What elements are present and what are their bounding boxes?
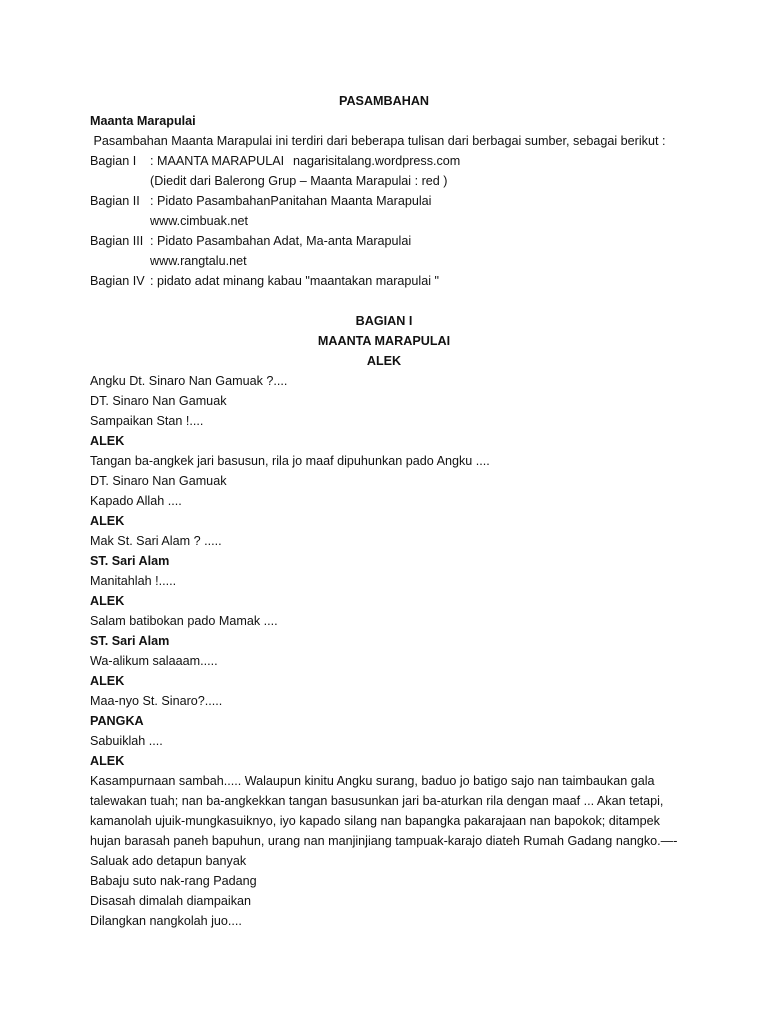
toc-text: : MAANTA MARAPULAI (150, 154, 285, 168)
toc-text: : Pidato PasambahanPanitahan Maanta Marapulai (150, 194, 432, 208)
section-heading: MAANTA MARAPULAI (317, 334, 451, 348)
speaker-name: ALEK (90, 514, 125, 528)
speaker-name: ST. Sari Alam (90, 634, 170, 648)
dialogue-line: Disasah dimalah diampaikan (90, 894, 252, 908)
speaker-name: ST. Sari Alam (90, 554, 170, 568)
toc-entry (90, 153, 461, 169)
toc-source: nagarisitalang.wordpress.com (293, 154, 461, 168)
toc-label: Bagian I (90, 154, 137, 168)
toc-text: : pidato adat minang kabau "maantakan marapulai " (150, 274, 439, 288)
dialogue-line: Maa-nyo St. Sinaro?..... (90, 694, 223, 708)
toc-label: Bagian II (90, 194, 140, 208)
intro-paragraph: Pasambahan Maanta Marapulai ini terdiri dari beberapa tulisan dari berbagai sumber, sebagai berikut : (90, 134, 666, 148)
dialogue-line: Sabuiklah .... (90, 734, 163, 748)
toc-entry (90, 193, 432, 209)
toc-text: (Diedit dari Balerong Grup – Maanta Marapulai : red ) (150, 174, 448, 188)
dialogue-line: Sampaikan Stan !.... (90, 414, 204, 428)
dialogue-line: Tangan ba-angkek jari basusun, rila jo maaf dipuhunkan pado Angku .... (90, 454, 490, 468)
dialogue-line: kamanolah ujuik-mungkasuiknyo, iyo kapado silang nan bapangka pakarajaan nan bapokok; ditampek (90, 814, 660, 828)
speaker-name: ALEK (90, 594, 125, 608)
speaker-name: PANGKA (90, 714, 144, 728)
section-heading: BAGIAN I (355, 314, 413, 328)
dialogue-line: Kasampurnaan sambah..... Walaupun kinitu Angku surang, baduo jo batigo sajo nan taimbaukan gala (90, 774, 655, 788)
speaker-name: ALEK (90, 434, 125, 448)
dialogue-line: Babaju suto nak-rang Padang (90, 874, 257, 888)
dialogue-line: hujan barasah paneh bapuhun, urang nan manjinjiang tampuak-karajo diateh Rumah Gadang nangko.—- (90, 834, 678, 848)
dialogue-line: Kapado Allah .... (90, 494, 182, 508)
dialogue-line: DT. Sinaro Nan Gamuak (90, 474, 227, 488)
toc-entry (90, 273, 439, 289)
dialogue-line: Angku Dt. Sinaro Nan Gamuak ?.... (90, 374, 288, 388)
dialogue-line: Manitahlah !..... (90, 574, 177, 588)
section-heading: ALEK (366, 354, 402, 368)
toc-label: Bagian IV (90, 274, 145, 288)
dialogue-line: Mak St. Sari Alam ? ..... (90, 534, 222, 548)
toc-entry (90, 233, 412, 249)
dialogue-line: Wa-alikum salaaam..... (90, 654, 218, 668)
dialogue-line: talewakan tuah; nan ba-angkekkan tangan basusunkan jari ba-aturkan rila dengan maaf ... Akan tetapi, (90, 794, 664, 808)
document-subtitle: Maanta Marapulai (90, 114, 196, 128)
toc-text: : Pidato Pasambahan Adat, Ma-anta Marapulai (150, 234, 412, 248)
speaker-name: ALEK (90, 754, 125, 768)
toc-text: www.cimbuak.net (150, 214, 248, 228)
dialogue-line: DT. Sinaro Nan Gamuak (90, 394, 227, 408)
speaker-name: ALEK (90, 674, 125, 688)
dialogue-line: Dilangkan nangkolah juo.... (90, 914, 242, 928)
dialogue-line: Saluak ado detapun banyak (90, 854, 247, 868)
document-title: PASAMBAHAN (338, 94, 430, 108)
dialogue-line: Salam batibokan pado Mamak .... (90, 614, 278, 628)
toc-text: www.rangtalu.net (150, 254, 247, 268)
toc-label: Bagian III (90, 234, 144, 248)
